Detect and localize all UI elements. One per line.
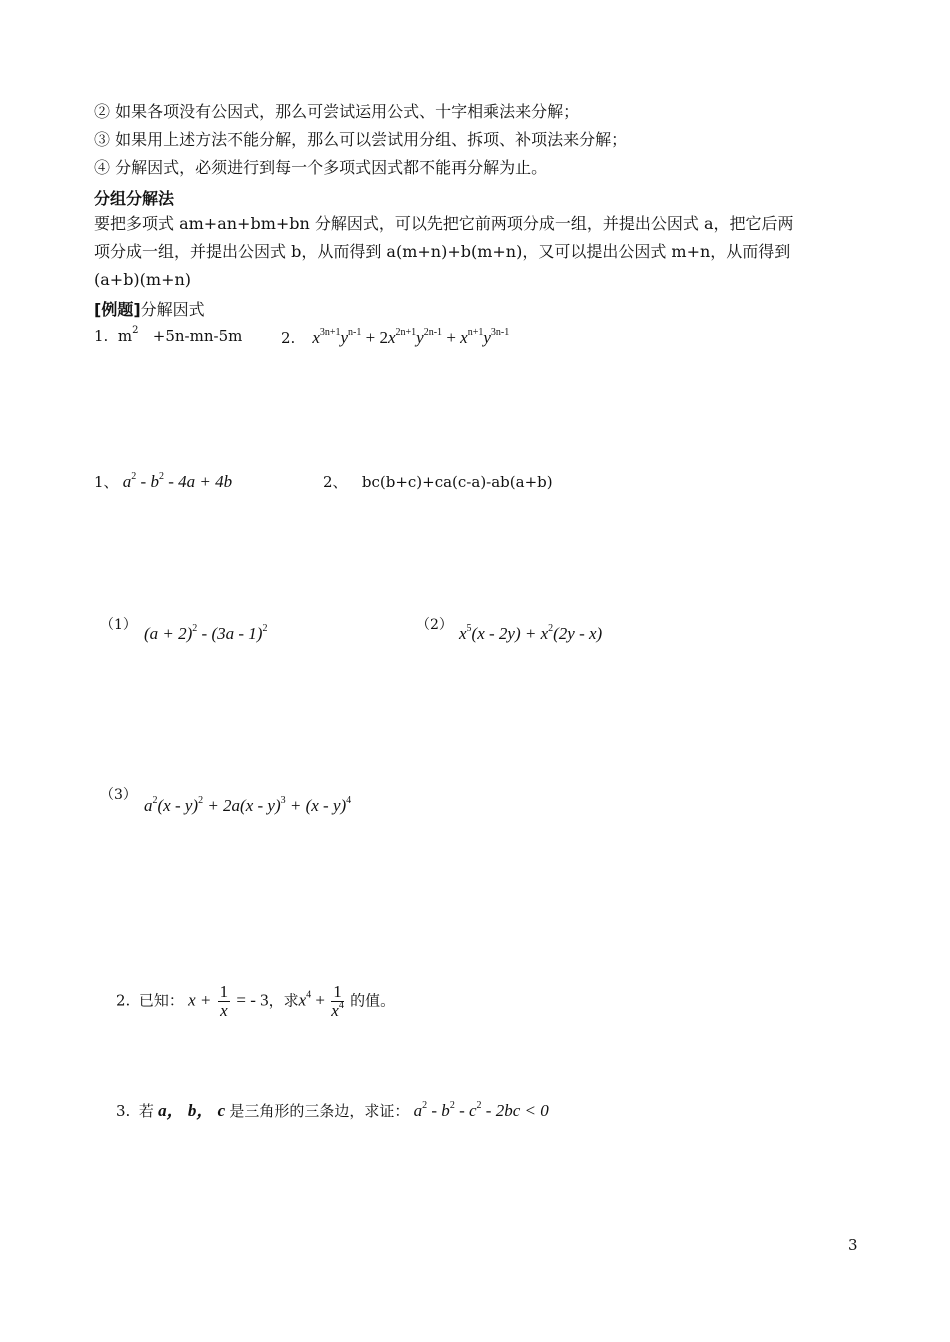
sub-problem-3-expression	[144, 796, 351, 816]
expression-part: - (3a - 1)	[197, 624, 263, 643]
problem-number: 2.	[116, 991, 131, 1010]
exponent: 2	[152, 795, 158, 806]
variable: y	[340, 328, 349, 347]
operator: -	[136, 472, 151, 491]
variable: x	[331, 1001, 339, 1020]
exponent: 2	[262, 623, 268, 634]
problem-number: 3.	[116, 1102, 131, 1120]
expression-part: (a + 2)	[144, 624, 193, 643]
section-title: 分组分解法	[94, 189, 175, 208]
exponent: 2n+1	[395, 327, 417, 338]
variable: a	[122, 472, 132, 491]
exponent: 2	[449, 1100, 455, 1111]
question-prefix: 已知：	[138, 991, 184, 1010]
sub-problem-1-label: （1）	[100, 617, 137, 633]
variable: x	[460, 328, 468, 347]
exponent: 2	[132, 325, 139, 336]
exponent: 3n+1	[319, 327, 341, 338]
section-paragraph-line-3: (a+b)(m+n)	[94, 270, 192, 289]
example-problem-1	[94, 327, 242, 345]
intro-line-3: ③ 如果用上述方法不能分解，那么可以尝试用分组、拆项、补项法来分解；	[94, 130, 628, 149]
example-label: 分解因式	[140, 300, 205, 319]
variable: a	[144, 796, 153, 815]
variable: y	[483, 328, 491, 347]
exponent: 2	[192, 623, 198, 634]
variable: x	[312, 328, 320, 347]
expression-part: + (x - y)	[285, 796, 347, 815]
exponent: 4	[306, 989, 312, 1001]
variable: x	[298, 990, 307, 1010]
triangle-sides: a， b， c	[158, 1101, 226, 1120]
practice-question-1	[94, 471, 232, 492]
problem-expression-part: m	[117, 327, 133, 345]
fraction-denominator: x	[220, 1001, 228, 1020]
expression-part: - 2bc < 0	[481, 1101, 549, 1120]
example-problem-2	[281, 328, 509, 348]
expression-part: + 2a(x - y)	[203, 796, 281, 815]
operator: + 2	[365, 328, 388, 347]
exponent: 4	[346, 795, 352, 806]
exponent: 5	[466, 623, 472, 634]
expression-part: (x - y)	[157, 796, 199, 815]
question-middle: 是三角形的三条边，求证：	[229, 1102, 410, 1120]
fraction-numerator: 1	[331, 983, 344, 1002]
sub-problem-2-label: （2）	[416, 617, 453, 633]
page-number: 3	[848, 1236, 858, 1254]
expression-part: (x - 2y) + x	[471, 624, 549, 643]
question-3	[116, 1096, 549, 1121]
variable: y	[416, 328, 424, 347]
example-bracket-label: [例题]	[94, 300, 141, 319]
expression-part: (2y - x)	[553, 624, 603, 643]
exponent: n-1	[348, 327, 362, 338]
fraction-1-over-x	[218, 983, 231, 1020]
variable: x	[459, 624, 467, 643]
example-heading	[94, 297, 205, 323]
expression-part: - c	[454, 1101, 477, 1120]
problem-expression-part: +5n-mn-5m	[152, 327, 243, 345]
section-paragraph-line-1: 要把多项式 am+an+bm+bn 分解因式，可以先把它前两项分成一组，并提出公因式 a，把它后两	[94, 214, 794, 233]
problem-number: 2.	[281, 329, 296, 347]
fraction-denominator	[331, 1002, 344, 1020]
exponent: 2	[158, 471, 164, 482]
question-prefix: 若	[138, 1102, 154, 1120]
exponent: n+1	[467, 327, 484, 338]
problem-number: 1.	[94, 327, 109, 345]
intro-line-4: ④ 分解因式，必须进行到每一个多项式因式都不能再分解为止。	[94, 158, 548, 177]
fraction-numerator: 1	[219, 982, 229, 1001]
exponent: 3n-1	[490, 327, 510, 338]
expression-rest: - 4a + 4b	[163, 472, 233, 491]
exponent: 2	[476, 1100, 482, 1111]
practice-question-2	[323, 471, 553, 492]
problem-number: 1、	[94, 473, 119, 491]
variable: x	[387, 328, 396, 347]
exponent: 4	[338, 1000, 344, 1011]
section-paragraph-line-2: 项分成一组，并提出公因式 b，从而得到 a(m+n)+b(m+n)，又可以提出公因式 m+n，从而得到	[94, 242, 791, 261]
operator: +	[446, 328, 456, 347]
variable: a	[413, 1101, 423, 1120]
exponent: 2	[548, 623, 554, 634]
operator: +	[311, 990, 326, 1010]
expression-part: - b	[427, 1101, 450, 1120]
sub-problem-2-expression	[459, 624, 602, 644]
question-2	[116, 983, 395, 1020]
expression-part: x +	[188, 990, 212, 1010]
variable: b	[150, 472, 159, 491]
exponent: 2	[198, 795, 204, 806]
exponent: 3	[280, 795, 286, 806]
intro-line-2: ② 如果各项没有公因式，那么可尝试运用公式、十字相乘法来分解；	[94, 102, 580, 121]
expression-part: = - 3	[236, 990, 269, 1010]
problem-expression: bc(b+c)+ca(c-a)-ab(a+b)	[361, 473, 553, 491]
sub-problem-3-label: （3）	[100, 787, 137, 803]
exponent: 2n-1	[423, 327, 443, 338]
fraction-1-over-x4	[331, 983, 344, 1020]
sub-problem-1-expression	[144, 624, 267, 644]
question-suffix: 的值。	[350, 991, 396, 1010]
exponent: 2	[131, 471, 137, 482]
problem-number: 2、	[323, 473, 348, 491]
exponent: 2	[422, 1100, 428, 1111]
question-ask: ，求	[268, 991, 299, 1010]
